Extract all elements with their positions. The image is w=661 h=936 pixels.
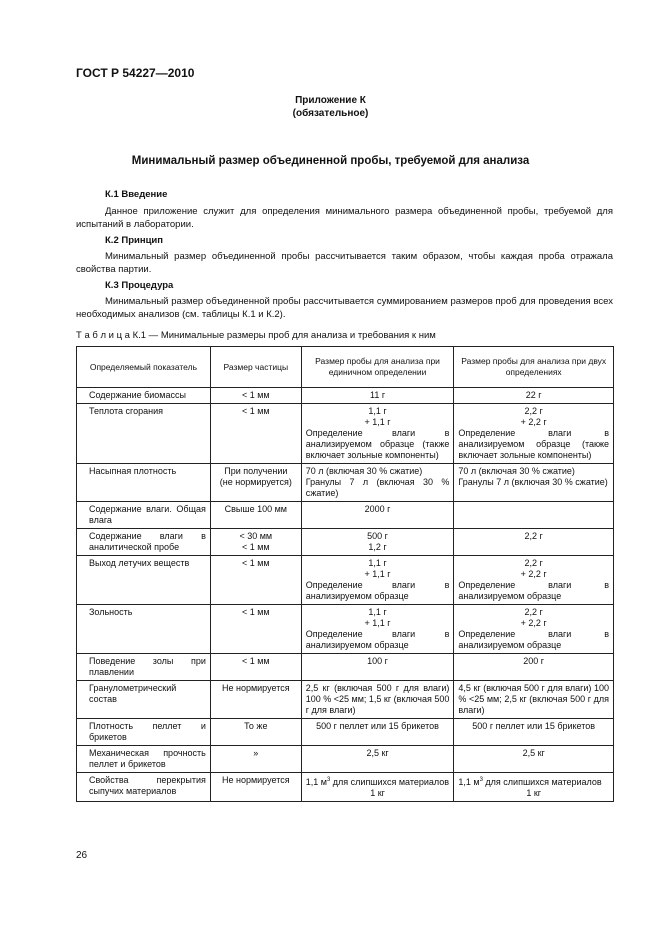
table-caption: Т а б л и ц а К.1 — Минимальные размеры проб для анализа и требования к ним	[76, 330, 436, 341]
appendix-status: (обязательное)	[292, 108, 369, 119]
column-header: Размер частицы	[210, 347, 301, 388]
particle-size-cell: Не нормируется	[210, 681, 301, 719]
section-text-principle: Минимальный размер объединенной пробы рассчитывается таким образом, чтобы каждая проба отражала свойства партии.	[76, 251, 613, 275]
indicator-cell: Свойства перекрытия сыпучих материалов	[77, 773, 211, 802]
indicator-cell: Гранулометрический состав	[77, 681, 211, 719]
section-heading-principle: К.2 Принцип	[105, 235, 163, 246]
table-row	[77, 556, 614, 605]
indicator-cell: Теплота сгорания	[77, 404, 211, 464]
table-row	[77, 773, 614, 802]
requirements-table	[76, 346, 614, 802]
single-sample-cell: 500 г пеллет или 15 брикетов	[301, 719, 454, 746]
single-sample-cell: 1,1 $м^3$ для слипшихся материалов 1 кг	[301, 773, 454, 802]
table-row	[77, 654, 614, 681]
single-sample-cell: 1,1 г + 1,1 г Определение влаги в анализируемом образце	[301, 605, 454, 654]
appendix-title: Приложение К	[295, 95, 366, 106]
indicator-cell: Выход летучих веществ	[77, 556, 211, 605]
table-row	[77, 605, 614, 654]
single-sample-cell: 1,1 г + 1,1 г Определение влаги в анализируемом образце	[301, 556, 454, 605]
indicator-cell: Содержание биомассы	[77, 388, 211, 404]
particle-size-cell: < 1 мм	[210, 404, 301, 464]
indicator-cell: Насыпная плотность	[77, 464, 211, 502]
double-sample-cell: 22 г	[454, 388, 614, 404]
single-sample-cell: 100 г	[301, 654, 454, 681]
indicator-cell: Зольность	[77, 605, 211, 654]
single-sample-cell: 2,5 кг	[301, 746, 454, 773]
section-heading-procedure: К.3 Процедура	[105, 280, 174, 291]
double-sample-cell: 2,2 г + 2,2 г Определение влаги в анализируемом образце	[454, 605, 614, 654]
particle-size-cell: < 1 мм	[210, 654, 301, 681]
table-row	[77, 464, 614, 502]
table-row	[77, 404, 614, 464]
particle-size-cell: < 1 мм	[210, 388, 301, 404]
single-sample-cell: 11 г	[301, 388, 454, 404]
single-sample-cell: 1,1 г + 1,1 г Определение влаги в анализируемом образце (также включает зольные компоненты)	[301, 404, 454, 464]
table-row	[77, 681, 614, 719]
section-heading-intro: К.1 Введение	[105, 189, 168, 200]
double-sample-cell: 500 г пеллет или 15 брикетов	[454, 719, 614, 746]
section-text-procedure: Минимальный размер объединенной пробы рассчитывается суммированием размеров проб для проведения всех необходимых анализов (см. таблицы К.1 и К.2).	[76, 296, 613, 320]
particle-size-cell: То же	[210, 719, 301, 746]
table-row	[77, 746, 614, 773]
double-sample-cell: 2,2 г + 2,2 г Определение влаги в анализируемом образце	[454, 556, 614, 605]
single-sample-cell: 70 л (включая 30 % сжатие) Гранулы 7 л (включая 30 % сжатие)	[301, 464, 454, 502]
table-row	[77, 388, 614, 404]
particle-size-cell: < 30 мм < 1 мм	[210, 529, 301, 556]
page-number: 26	[76, 850, 88, 861]
indicator-cell: Содержание влаги в аналитической пробе	[77, 529, 211, 556]
column-header: Определяемый показатель	[77, 347, 211, 388]
particle-size-cell: Не нормируется	[210, 773, 301, 802]
particle-size-cell: < 1 мм	[210, 605, 301, 654]
section-text-intro: Данное приложение служит для определения минимального размера объединенной пробы, требуемой для испытаний в лаборатории.	[76, 206, 613, 230]
particle-size-cell: Свыше 100 мм	[210, 502, 301, 529]
indicator-cell: Поведение золы при плавлении	[77, 654, 211, 681]
indicator-cell: Содержание влаги. Общая влага	[77, 502, 211, 529]
indicator-cell: Плотность пеллет и брикетов	[77, 719, 211, 746]
single-sample-cell: 2000 г	[301, 502, 454, 529]
document-header: ГОСТ Р 54227—2010	[76, 66, 195, 80]
double-sample-cell: 2,2 г	[454, 529, 614, 556]
table-row	[77, 529, 614, 556]
particle-size-cell: »	[210, 746, 301, 773]
table-row	[77, 502, 614, 529]
double-sample-cell: 1,1 $м^3$ для слипшихся материалов 1 кг	[454, 773, 614, 802]
double-sample-cell: 2,5 кг	[454, 746, 614, 773]
single-sample-cell: 2,5 кг (включая 500 г для влаги) 100 % <25 мм; 1,5 кг (включая 500 г для влаги)	[301, 681, 454, 719]
table-row	[77, 719, 614, 746]
particle-size-cell: При получении (не нормируется)	[210, 464, 301, 502]
table-header-row	[77, 347, 614, 388]
double-sample-cell	[454, 502, 614, 529]
double-sample-cell: 70 л (включая 30 % сжатие) Гранулы 7 л (включая 30 % сжатие)	[454, 464, 614, 502]
column-header: Размер пробы для анализа при двух определениях	[454, 347, 614, 388]
particle-size-cell: < 1 мм	[210, 556, 301, 605]
double-sample-cell: 200 г	[454, 654, 614, 681]
double-sample-cell: 4,5 кг (включая 500 г для влаги) 100 % <25 мм; 2,5 кг (включая 500 г для влаги)	[454, 681, 614, 719]
double-sample-cell: 2,2 г + 2,2 г Определение влаги в анализируемом образце (также включает зольные компоненты)	[454, 404, 614, 464]
indicator-cell: Механическая прочность пеллет и брикетов	[77, 746, 211, 773]
column-header: Размер пробы для анализа при единичном определении	[301, 347, 454, 388]
page-title: Минимальный размер объединенной пробы, требуемой для анализа	[131, 155, 530, 167]
single-sample-cell: 500 г 1,2 г	[301, 529, 454, 556]
